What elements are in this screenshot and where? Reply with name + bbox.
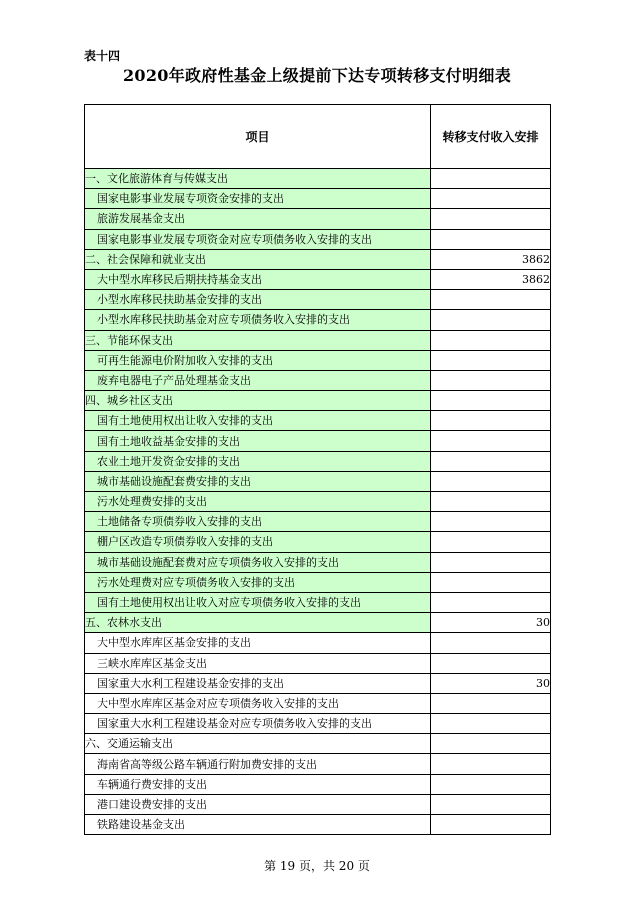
row-label: 国家电影事业发展专项资金对应专项债务收入安排的支出 xyxy=(85,229,431,249)
row-value xyxy=(431,754,551,774)
row-label: 海南省高等级公路车辆通行附加费安排的支出 xyxy=(85,754,431,774)
row-value xyxy=(431,451,551,471)
table-row xyxy=(85,794,551,814)
table-row xyxy=(85,269,551,289)
table-row xyxy=(85,714,551,734)
row-label: 六、交通运输支出 xyxy=(85,734,431,754)
row-label: 铁路建设基金支出 xyxy=(85,815,431,835)
table-row xyxy=(85,673,551,693)
row-value: 3862 xyxy=(431,269,551,289)
row-label: 二、社会保障和就业支出 xyxy=(85,249,431,269)
row-value xyxy=(431,592,551,612)
row-value xyxy=(431,492,551,512)
row-value: 30 xyxy=(431,613,551,633)
table-row xyxy=(85,451,551,471)
table-row xyxy=(85,572,551,592)
table-row xyxy=(85,370,551,390)
row-label: 国有土地使用权出让收入安排的支出 xyxy=(85,411,431,431)
row-value xyxy=(431,350,551,370)
table-row xyxy=(85,693,551,713)
row-label: 大中型水库移民后期扶持基金支出 xyxy=(85,269,431,289)
row-value xyxy=(431,290,551,310)
row-value xyxy=(431,572,551,592)
table-row xyxy=(85,512,551,532)
table-row xyxy=(85,471,551,491)
table-row xyxy=(85,350,551,370)
table-row xyxy=(85,613,551,633)
row-label: 污水处理费安排的支出 xyxy=(85,492,431,512)
row-label: 土地储备专项债券收入安排的支出 xyxy=(85,512,431,532)
row-value xyxy=(431,229,551,249)
page-number: 第 19 页，共 20 页 xyxy=(264,859,370,873)
row-value xyxy=(431,552,551,572)
row-label: 港口建设费安排的支出 xyxy=(85,794,431,814)
row-value xyxy=(431,310,551,330)
row-label: 棚户区改造专项债券收入安排的支出 xyxy=(85,532,431,552)
header-amount: 转移支付收入安排 xyxy=(431,105,551,169)
row-label: 城市基础设施配套费安排的支出 xyxy=(85,471,431,491)
row-value xyxy=(431,471,551,491)
row-label: 四、城乡社区支出 xyxy=(85,391,431,411)
row-label: 废弃电器电子产品处理基金支出 xyxy=(85,370,431,390)
table-row xyxy=(85,411,551,431)
row-label: 国有土地收益基金安排的支出 xyxy=(85,431,431,451)
table-row xyxy=(85,592,551,612)
row-value xyxy=(431,815,551,835)
table-row xyxy=(85,189,551,209)
row-label: 小型水库移民扶助基金安排的支出 xyxy=(85,290,431,310)
row-label: 一、文化旅游体育与传媒支出 xyxy=(85,169,431,189)
row-value xyxy=(431,794,551,814)
table-row xyxy=(85,552,551,572)
table-row xyxy=(85,754,551,774)
table-row xyxy=(85,653,551,673)
row-value xyxy=(431,653,551,673)
row-value: 30 xyxy=(431,673,551,693)
table-header-row xyxy=(85,105,551,169)
table-row xyxy=(85,431,551,451)
table-row xyxy=(85,774,551,794)
table-row xyxy=(85,391,551,411)
row-value: 3862 xyxy=(431,249,551,269)
row-value xyxy=(431,532,551,552)
row-label: 国家重大水利工程建设基金安排的支出 xyxy=(85,673,431,693)
table-row xyxy=(85,249,551,269)
table-row xyxy=(85,532,551,552)
table-row xyxy=(85,209,551,229)
row-value xyxy=(431,330,551,350)
table-row xyxy=(85,290,551,310)
table-row xyxy=(85,229,551,249)
document-title: 2020年政府性基金上级提前下达专项转移支付明细表 xyxy=(122,66,512,85)
row-label: 农业土地开发资金安排的支出 xyxy=(85,451,431,471)
row-value xyxy=(431,633,551,653)
row-label: 车辆通行费安排的支出 xyxy=(85,774,431,794)
row-value xyxy=(431,714,551,734)
transfer-payment-table xyxy=(84,104,551,835)
row-label: 可再生能源电价附加收入安排的支出 xyxy=(85,350,431,370)
row-value xyxy=(431,391,551,411)
row-value xyxy=(431,774,551,794)
row-label: 大中型水库库区基金安排的支出 xyxy=(85,633,431,653)
table-row xyxy=(85,169,551,189)
row-label: 国家重大水利工程建设基金对应专项债务收入安排的支出 xyxy=(85,714,431,734)
row-value xyxy=(431,512,551,532)
table-row xyxy=(85,633,551,653)
table-number: 表十四 xyxy=(84,49,121,63)
table-row xyxy=(85,734,551,754)
row-value xyxy=(431,209,551,229)
row-value xyxy=(431,189,551,209)
table-row xyxy=(85,492,551,512)
row-label: 五、农林水支出 xyxy=(85,613,431,633)
row-label: 旅游发展基金支出 xyxy=(85,209,431,229)
row-label: 三、节能环保支出 xyxy=(85,330,431,350)
table-row xyxy=(85,310,551,330)
row-value xyxy=(431,734,551,754)
row-label: 城市基础设施配套费对应专项债务收入安排的支出 xyxy=(85,552,431,572)
row-label: 大中型水库库区基金对应专项债务收入安排的支出 xyxy=(85,693,431,713)
row-label: 三峡水库库区基金支出 xyxy=(85,653,431,673)
row-value xyxy=(431,169,551,189)
row-label: 小型水库移民扶助基金对应专项债务收入安排的支出 xyxy=(85,310,431,330)
row-value xyxy=(431,370,551,390)
row-value xyxy=(431,411,551,431)
row-label: 国家电影事业发展专项资金安排的支出 xyxy=(85,189,431,209)
row-value xyxy=(431,431,551,451)
row-label: 国有土地使用权出让收入对应专项债务收入安排的支出 xyxy=(85,592,431,612)
header-item: 项目 xyxy=(85,105,431,169)
row-label: 污水处理费对应专项债务收入安排的支出 xyxy=(85,572,431,592)
row-value xyxy=(431,693,551,713)
table-row xyxy=(85,330,551,350)
table-row xyxy=(85,815,551,835)
